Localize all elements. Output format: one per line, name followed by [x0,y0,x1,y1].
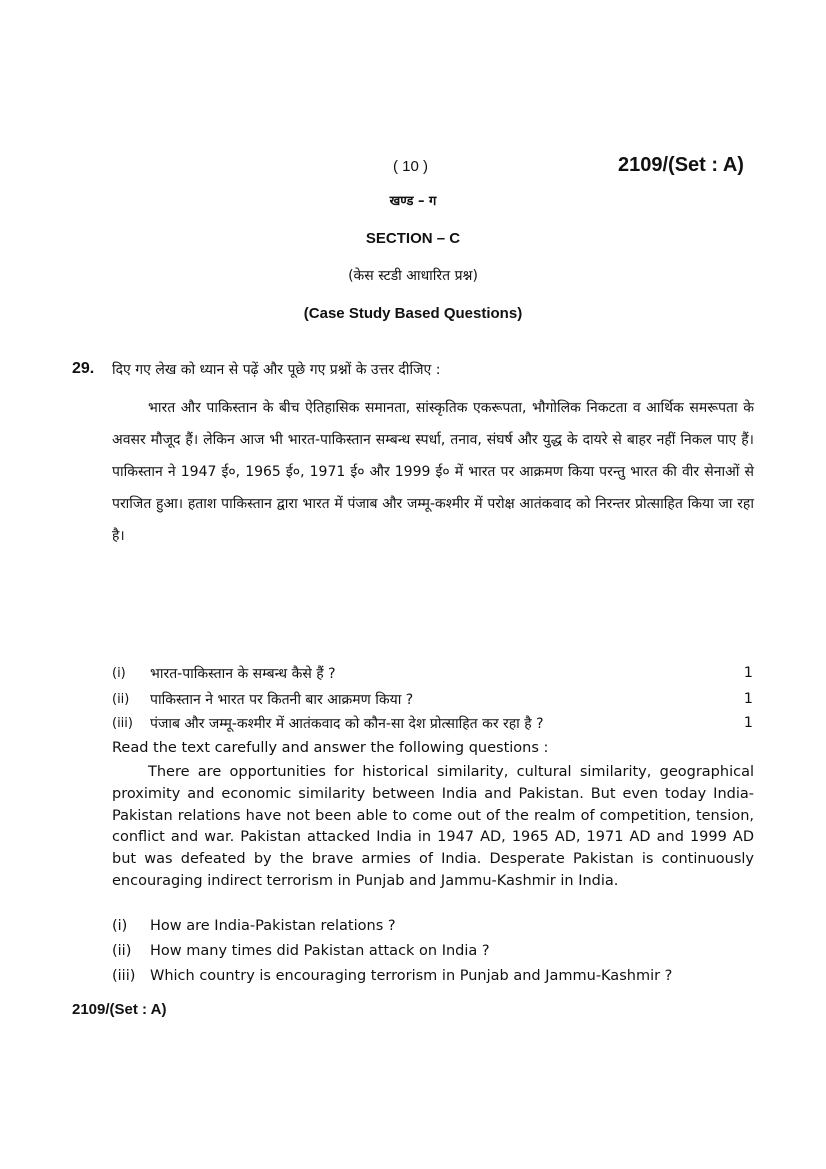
hindi-passage: भारत और पाकिस्तान के बीच ऐतिहासिक समानता, सांस्कृतिक एकरूपता, भौगोलिक निकटता व आर्थिक समरूपता के अवसर मौजूद हैं। लेकिन आज भी भारत-पाकिस्तान सम्बन्ध स्पर्धा, तनाव, संघर्ष और युद्ध के दायरे से बाहर नहीं निकल पाए हैं। पाकिस्तान ने 1947 ई०, 1965 ई०, 1971 ई० और 1999 ई० में भारत पर आक्रमण किया परन्तु भारत की वीर सेनाओं से पराजित हुआ। हताश पाकिस्तान द्वारा भारत में पंजाब और जम्मू-कश्मीर में परोक्ष आतंकवाद को निरन्तर प्रोत्साहित किया जा रहा है। [112,400,754,544]
subquestion-text: How are India-Pakistan relations ? [150,918,396,934]
section-english-subtitle: (Case Study Based Questions) [303,305,523,322]
paper-code-header: 2109/(Set : A) [618,154,744,176]
subquestion-number: (ii) [112,943,132,959]
subquestion-marks: 1 [743,691,753,707]
section-hindi-subtitle: (केस स्टडी आधारित प्रश्न) [348,268,478,284]
english-passage: There are opportunities for historical similarity, cultural similarity, geographical proximity and economic similarity between India and Pakistan. But even today India-Pakistan relations have not been able to come out of the realm of competition, tension, conflict and war. Pakistan attacked India in 1947 AD, 1965 AD, 1971 AD and 1999 AD but was defeated by the brave armies of India. Desperate Pakistan is continuously encouraging indirect terrorism in Punjab and Jammu-Kashmir in India. [112,764,754,889]
subquestion-number: (ii) [112,692,130,707]
subquestion-number: (iii) [112,716,133,731]
subquestion-text: Which country is encouraging terrorism in Punjab and Jammu-Kashmir ? [150,968,673,984]
section-hindi-title: खण्ड – ग [389,194,437,209]
subquestion-number: (i) [112,666,126,681]
subquestion-text: How many times did Pakistan attack on India ? [150,943,490,959]
hindi-instruction: दिए गए लेख को ध्यान से पढ़ें और पूछे गए प्रश्नों के उत्तर दीजिए : [112,362,441,378]
subquestion-number: (i) [112,918,128,934]
paper-code-footer: 2109/(Set : A) [72,1001,167,1018]
section-english-title: SECTION – C [365,230,461,247]
subquestion-marks: 1 [743,665,753,681]
subquestion-text: पाकिस्तान ने भारत पर कितनी बार आक्रमण किया ? [150,692,414,708]
english-instruction: Read the text carefully and answer the following questions : [112,740,549,756]
page-number: ( 10 ) [393,158,429,175]
subquestion-marks: 1 [743,715,753,731]
subquestion-text: पंजाब और जम्मू-कश्मीर में आतंकवाद को कौन-सा देश प्रोत्साहित कर रहा है ? [150,716,544,732]
question-number: 29. [72,360,95,377]
subquestion-number: (iii) [112,968,136,984]
subquestion-text: भारत-पाकिस्तान के सम्बन्ध कैसे हैं ? [150,666,336,682]
